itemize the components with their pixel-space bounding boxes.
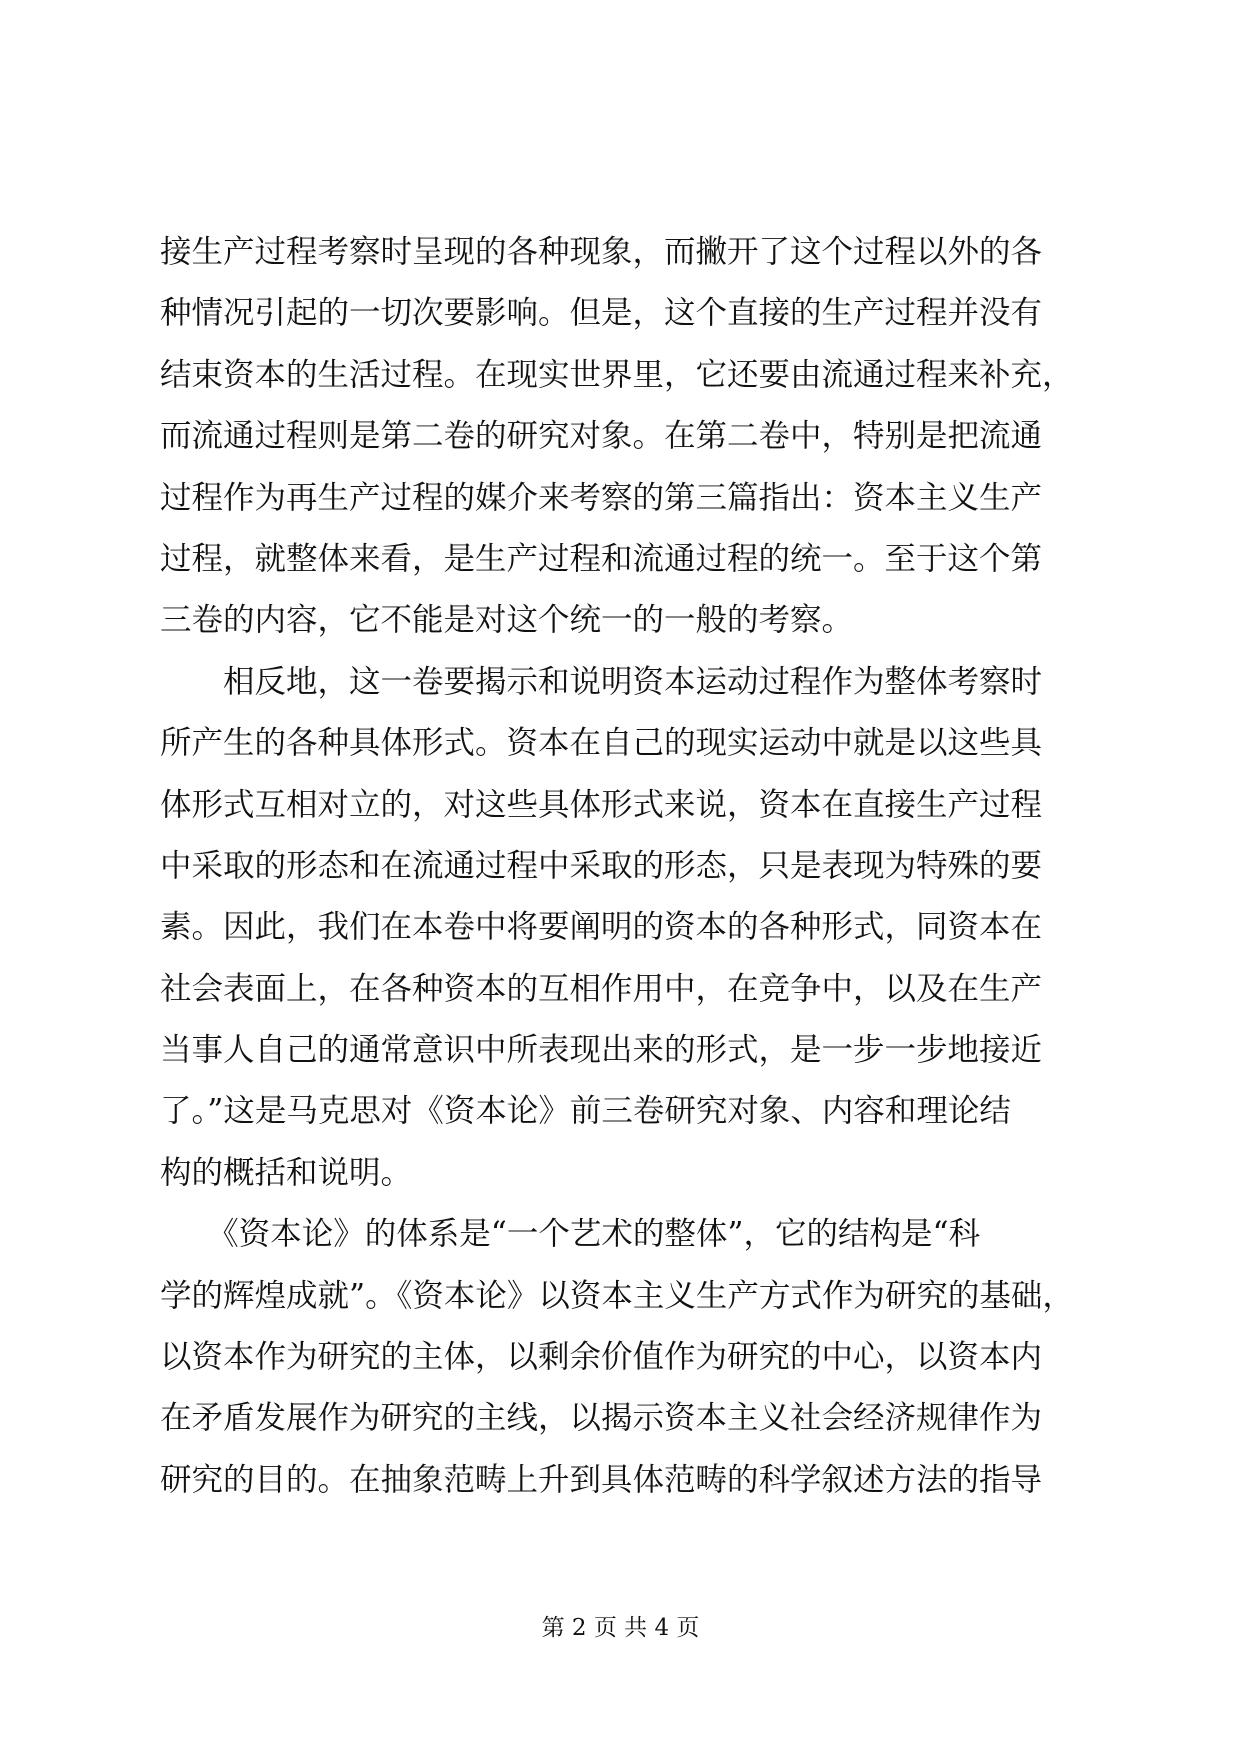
text-line: 构的概括和说明。 <box>160 1154 413 1191</box>
text-line: 结束资本的生活过程。在现实世界里，它还要由流通过程来补充， <box>160 356 1074 393</box>
text-line: 中采取的形态和在流通过程中采取的形态，只是表现为特殊的要 <box>160 847 1043 884</box>
text-line: 所产生的各种具体形式。资本在自己的现实运动中就是以这些具 <box>160 725 1043 762</box>
text-line: 相反地，这一卷要揭示和说明资本运动过程作为整体考察时 <box>160 663 1043 700</box>
text-line: 过程作为再生产过程的媒介来考察的第三篇指出：资本主义生产 <box>160 479 1043 516</box>
text-line: 社会表面上，在各种资本的互相作用中，在竞争中，以及在生产 <box>160 970 1043 1007</box>
body-text <box>160 222 1090 1511</box>
text-line: 素。因此，我们在本卷中将要阐明的资本的各种形式，同资本在 <box>160 909 1043 946</box>
text-line: 种情况引起的一切次要影响。但是，这个直接的生产过程并没有 <box>160 295 1043 332</box>
text-line: 学的辉煌成就”。《资本论》以资本主义生产方式作为研究的基础， <box>160 1277 1074 1314</box>
text-line: 以资本作为研究的主体，以剩余价值作为研究的中心，以资本内 <box>160 1339 1043 1376</box>
page-number-footer: 第 2 页 共 4 页 <box>541 1615 700 1641</box>
text-line: 三卷的内容，它不能是对这个统一的一般的考察。 <box>160 602 854 639</box>
text-line: 接生产过程考察时呈现的各种现象，而撇开了这个过程以外的各 <box>160 234 1043 270</box>
text-line: 了。”这是马克思对《资本论》前三卷研究对象、内容和理论结 <box>160 1093 1011 1130</box>
text-line: 《资本论》的体系是“一个艺术的整体”，它的结构是“科 <box>160 1216 981 1253</box>
text-line: 研究的目的。在抽象范畴上升到具体范畴的科学叙述方法的指导 <box>160 1461 1043 1498</box>
text-line: 当事人自己的通常意识中所表现出来的形式，是一步一步地接近 <box>160 1032 1043 1069</box>
text-line: 而流通过程则是第二卷的研究对象。在第二卷中，特别是把流通 <box>160 418 1043 455</box>
text-line: 过程，就整体来看，是生产过程和流通过程的统一。至于这个第 <box>160 540 1043 577</box>
text-line: 在矛盾发展作为研究的主线，以揭示资本主义社会经济规律作为 <box>160 1400 1043 1437</box>
text-line: 体形式互相对立的，对这些具体形式来说，资本在直接生产过程 <box>160 786 1043 823</box>
